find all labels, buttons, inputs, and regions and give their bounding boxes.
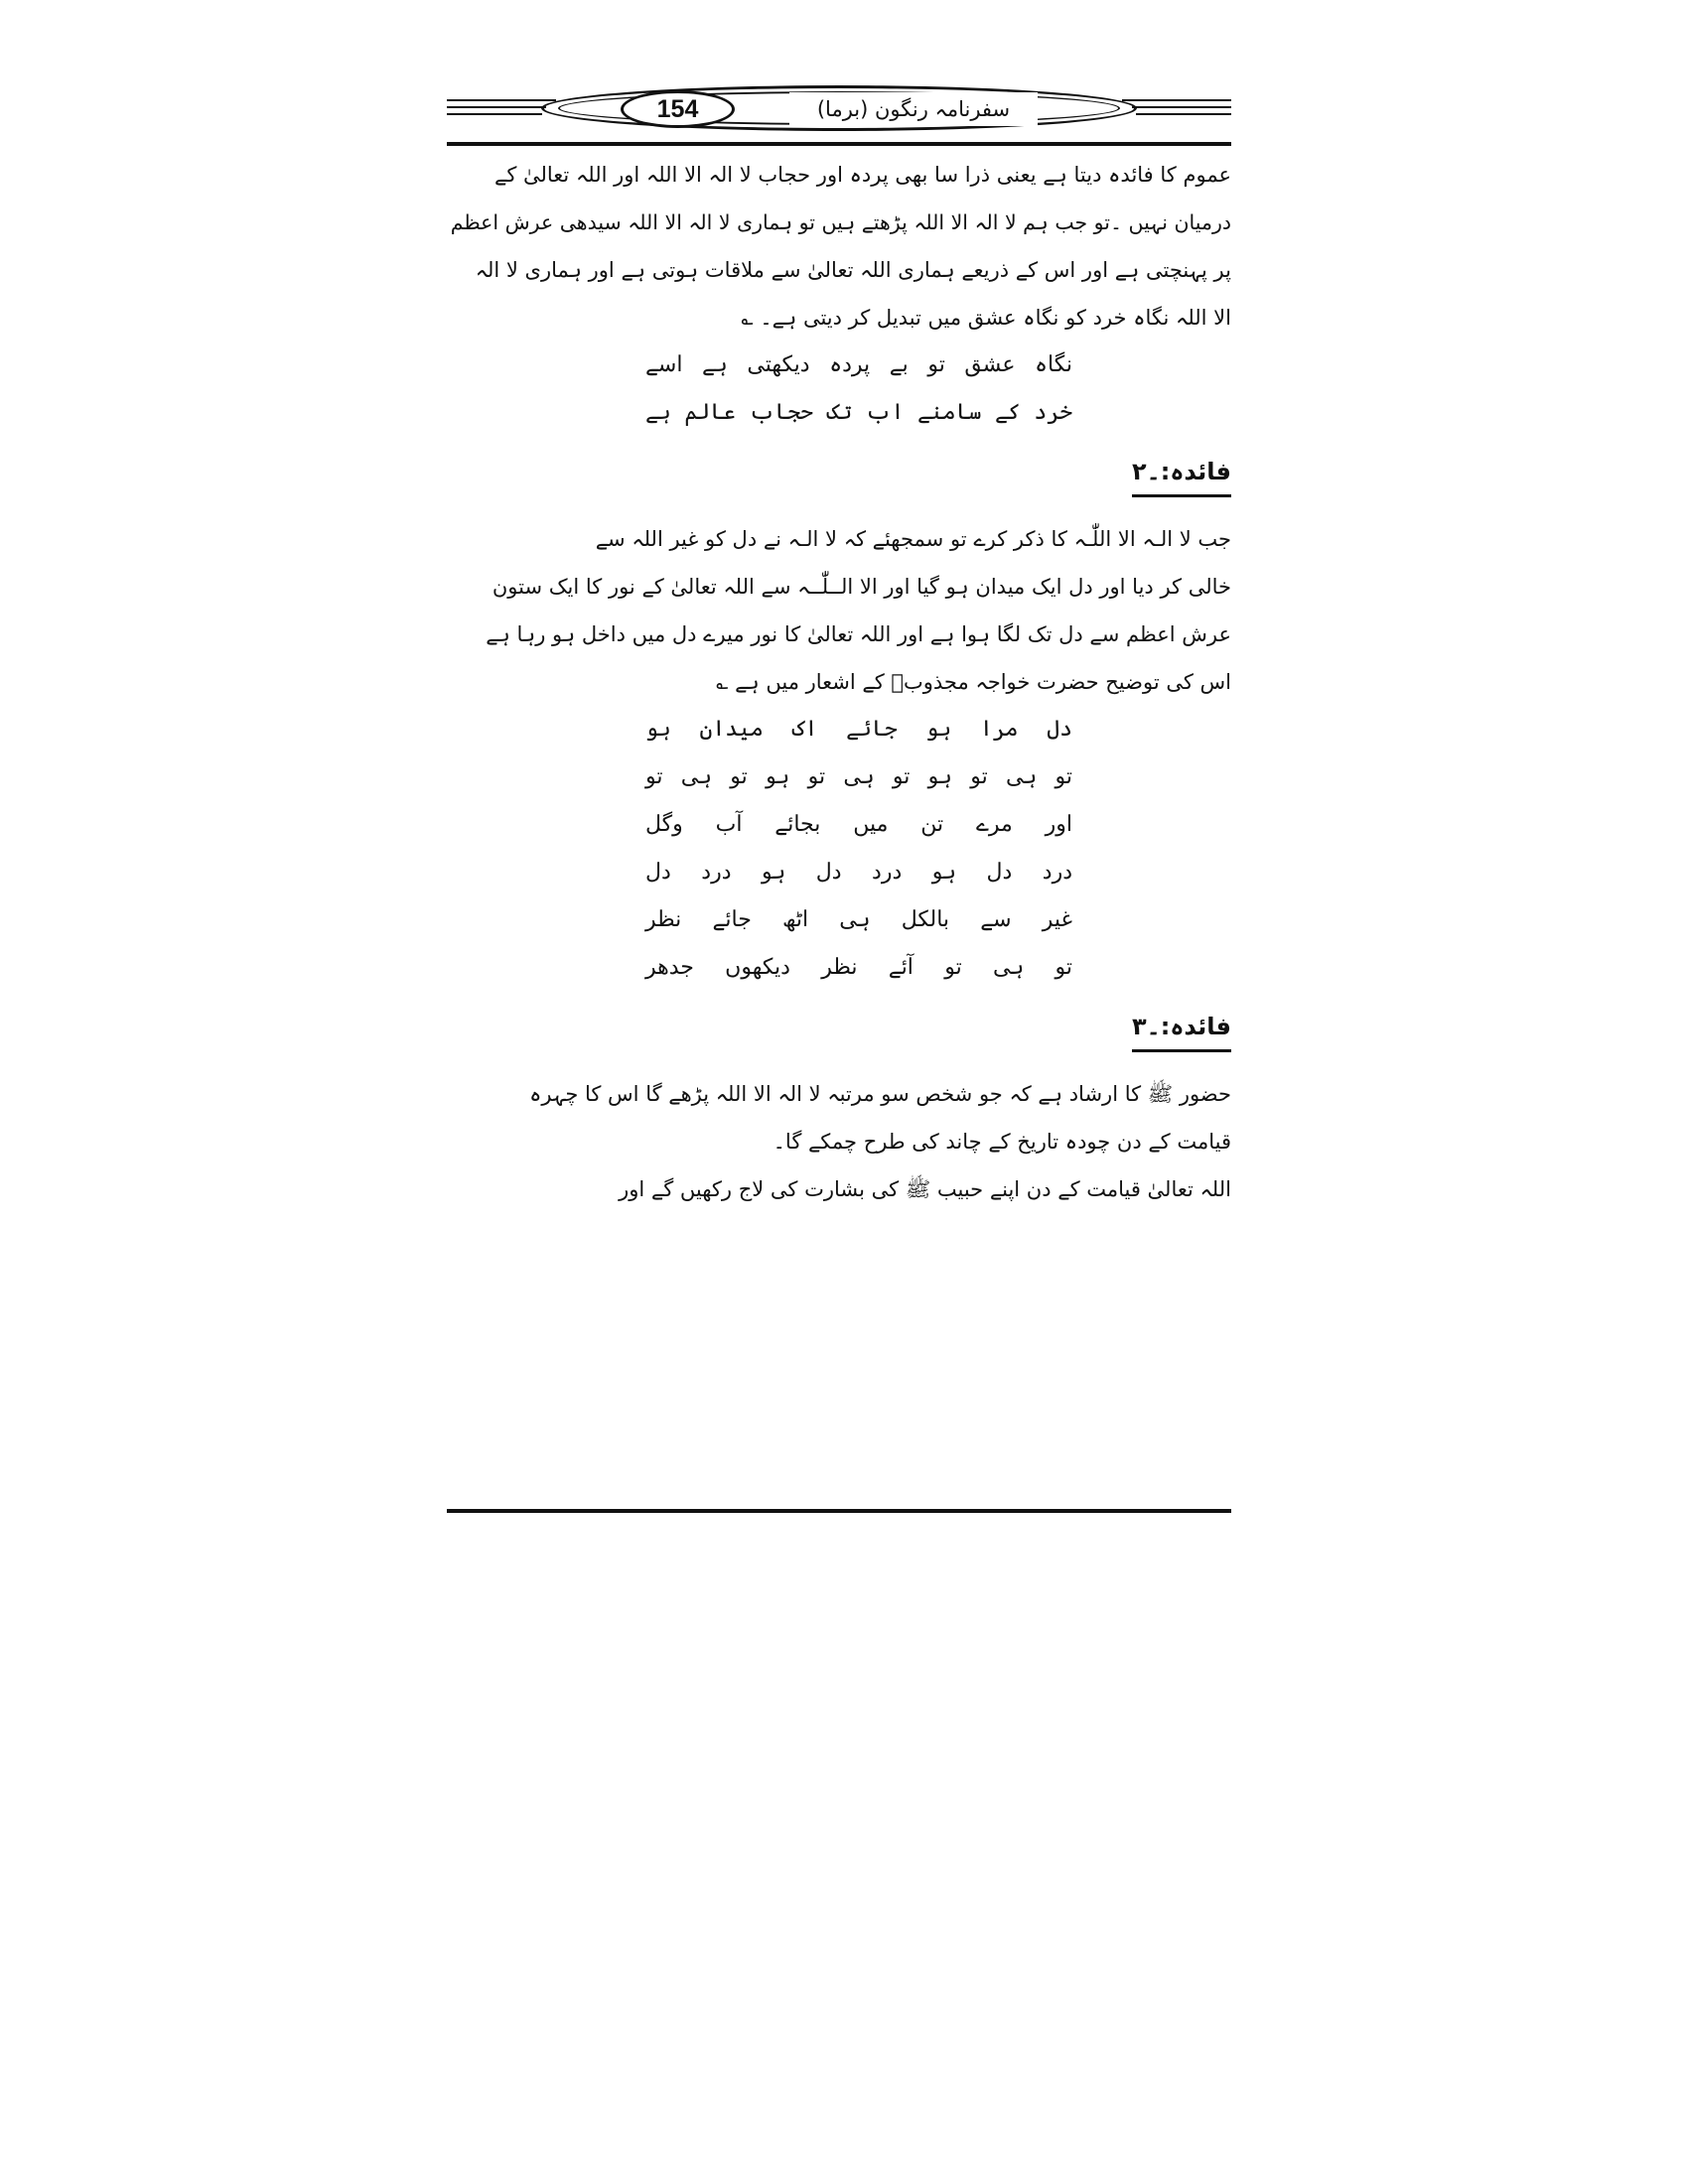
verse-line: دل مرا ہو جائے اک میدان ہو	[645, 717, 1072, 742]
text-line: درمیان نہیں ۔تو جب ہم لا الہ الا اللہ پڑھتے ہیں تو ہماری لا الہ الا اللہ سیدھی عرش اعظم	[450, 210, 1231, 234]
section2-heading: فائدہ:۔۲	[1132, 449, 1231, 497]
section1-paragraph	[447, 151, 1231, 341]
verse-line: خرد کے سامنے اب تک حجاب عالم ہے	[645, 400, 1072, 425]
text-line: عرش اعظم سے دل تک لگا ہوا ہے اور اللہ تعالیٰ کا نور میرے دل میں داخل ہو رہا ہے	[486, 622, 1231, 646]
text-line: عموم کا فائدہ دیتا ہے یعنی ذرا سا بھی پردہ اور حجاب لا الہ الا اللہ اور اللہ تعالیٰ کے	[494, 163, 1231, 187]
footer-rule	[447, 1509, 1231, 1513]
header-right-line-1	[1122, 99, 1231, 101]
verse-line: تو ہی تو ہو تو ہی تو ہو تو ہی تو	[645, 764, 1072, 789]
section2-verse	[606, 706, 1072, 992]
text-line: الا اللہ نگاہ خرد کو نگاہ عشق میں تبدیل کر دیتی ہے۔ ؎	[741, 306, 1231, 330]
text-line: اللہ تعالیٰ قیامت کے دن اپنے حبیب ﷺ کی بشارت کی لاج رکھیں گے اور	[619, 1177, 1231, 1201]
text-line: قیامت کے دن چودہ تاریخ کے چاند کی طرح چمکے گا۔	[773, 1130, 1231, 1154]
header-left-line-3	[447, 113, 542, 115]
text-line: خالی کر دیا اور دل ایک میدان ہو گیا اور الا الــلّٰــہ سے اللہ تعالیٰ کے نور کا ایک ستون	[492, 575, 1231, 599]
book-page	[447, 79, 1231, 1539]
section3-heading: فائدہ:۔۳	[1132, 1004, 1231, 1052]
text-line: پر پہنچتی ہے اور اس کے ذریعے ہماری اللہ تعالیٰ سے ملاقات ہوتی ہے اور ہماری لا الہ	[475, 258, 1231, 282]
page-number: 154	[621, 90, 735, 128]
verse-line: تو ہی تو آئے نظر دیکھوں جدھر	[645, 955, 1072, 980]
running-title: سفرنامہ رنگون (برما)	[789, 92, 1038, 126]
section3-paragraph	[447, 1070, 1231, 1213]
header-rule	[447, 142, 1231, 146]
page-header	[447, 79, 1231, 147]
text-line: اس کی توضیح حضرت خواجہ مجذوبؒ کے اشعار میں ہے ؎	[716, 670, 1231, 694]
section1-verse	[606, 341, 1072, 437]
text-line: حضور ﷺ کا ارشاد ہے کہ جو شخص سو مرتبہ لا الہ الا اللہ پڑھے گا اس کا چہرہ	[529, 1082, 1231, 1106]
header-left-line-2	[447, 106, 546, 108]
header-left-line-1	[447, 99, 556, 101]
header-right-line-2	[1132, 106, 1231, 108]
page-body	[447, 151, 1231, 1213]
verse-line: غیر سے بالکل ہی اٹھ جائے نظر	[645, 907, 1072, 932]
verse-line: درد دل ہو درد دل ہو درد دل	[645, 860, 1072, 885]
verse-line: اور مرے تن میں بجائے آب وگل	[645, 812, 1072, 837]
text-line: جب لا الـہ الا اللّٰـہ کا ذکر کرے تو سمجھئے کہ لا الـہ نے دل کو غیر اللہ سے	[595, 527, 1231, 551]
section2-paragraph	[447, 515, 1231, 706]
verse-line: نگاہ عشق تو بے پردہ دیکھتی ہے اسے	[645, 352, 1072, 377]
header-right-line-3	[1136, 113, 1231, 115]
